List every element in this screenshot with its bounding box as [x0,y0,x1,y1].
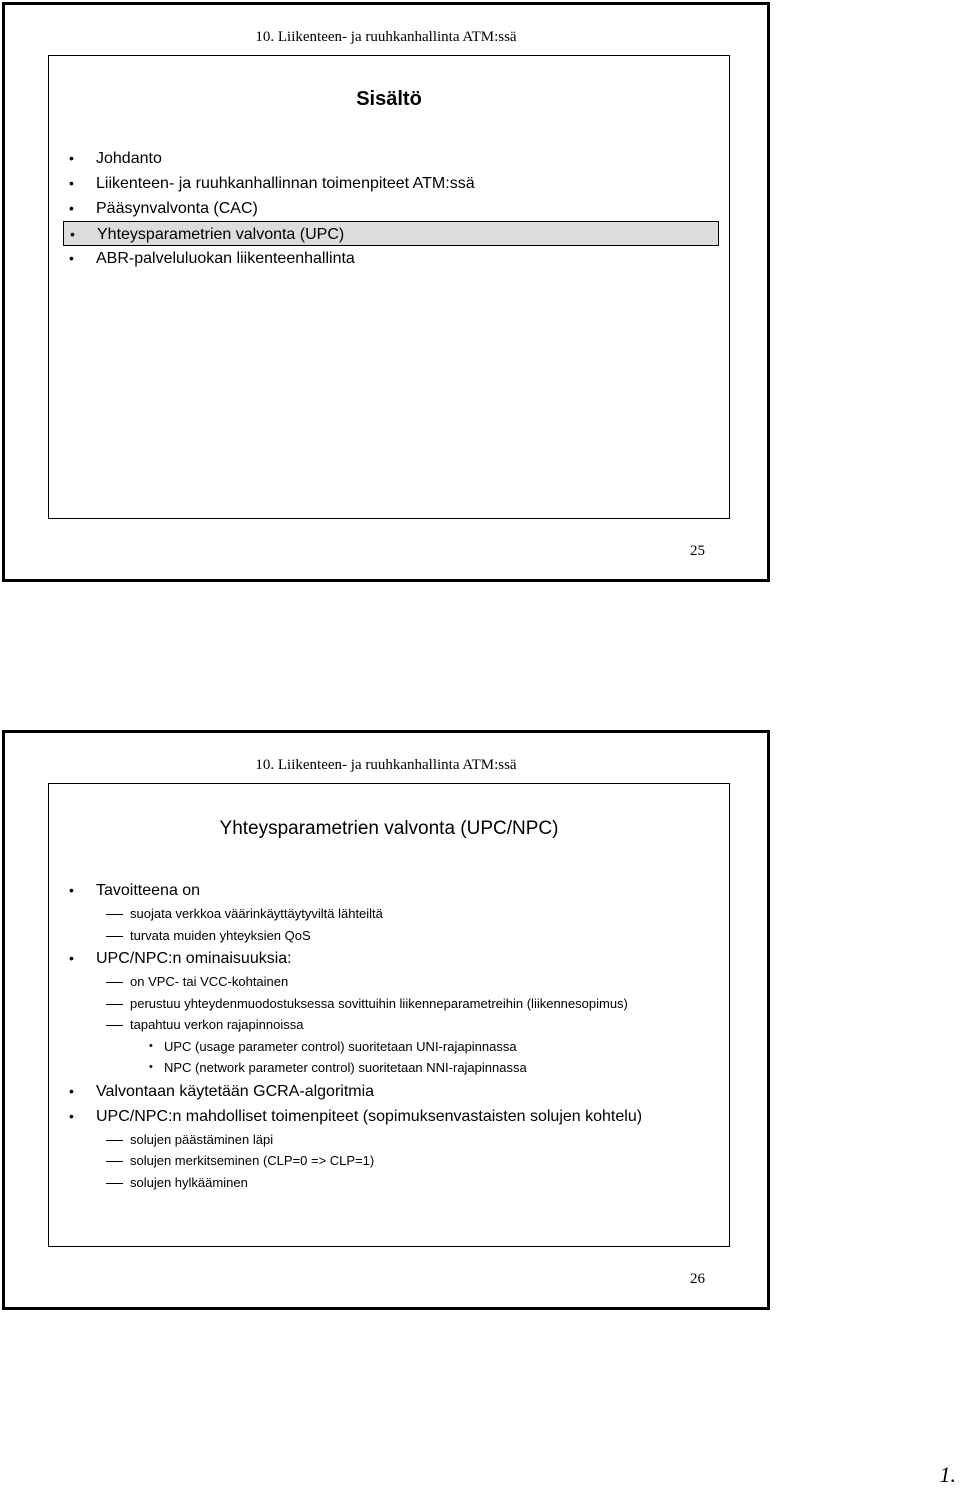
slide-header: 10. Liikenteen- ja ruuhkanhallinta ATM:ssä [255,29,517,45]
bullet-item: • Tavoitteena on [63,878,719,903]
sub-bullet-item: tapahtuu verkon rajapinnoissa [63,1014,719,1036]
toc-item: • Liikenteen- ja ruuhkanhallinnan toimenpiteet ATM:ssä [63,171,719,196]
sub-sub-bullet-item: • UPC (usage parameter control) suoritetaan UNI-rajapinnassa [63,1036,719,1058]
toc-item-current: • Yhteysparametrien valvonta (UPC) [63,221,719,246]
slide-header: 10. Liikenteen- ja ruuhkanhallinta ATM:ssä [255,757,517,773]
slide-content-frame [48,55,730,519]
toc-item: • ABR-palveluluokan liikenteenhallinta [63,246,719,271]
page-number: 26 [690,1271,705,1287]
bullet-item: • UPC/NPC:n mahdolliset toimenpiteet (sopimuksenvastaisten solujen kohtelu) [63,1104,719,1129]
sub-bullet-item: solujen päästäminen läpi [63,1129,719,1151]
sub-bullet-item: on VPC- tai VCC-kohtainen [63,971,719,993]
page-number: 25 [690,543,705,559]
document-page-mark: 1. [939,1462,956,1487]
slide-content-frame [48,783,730,1247]
sub-sub-bullet-item: • NPC (network parameter control) suoritetaan NNI-rajapinnassa [63,1057,719,1079]
slide-title: Yhteysparametrien valvonta (UPC/NPC) [219,818,559,839]
sub-bullet-item: perustuu yhteydenmuodostuksessa sovittuihin liikenneparametreihin (liikennesopimus) [63,993,719,1015]
slide-26 [2,730,770,1310]
sub-bullet-item: turvata muiden yhteyksien QoS [63,925,719,947]
slide-25 [2,2,770,582]
bullet-item: • Valvontaan käytetään GCRA-algoritmia [63,1079,719,1104]
slide-title: Sisältö [356,88,422,110]
sub-bullet-item: solujen merkitseminen (CLP=0 => CLP=1) [63,1150,719,1172]
toc-item: • Pääsynvalvonta (CAC) [63,196,719,221]
toc-item: • Johdanto [63,146,719,171]
slide-body [63,878,719,1193]
table-of-contents [63,146,719,271]
bullet-item: • UPC/NPC:n ominaisuuksia: [63,946,719,971]
sub-bullet-item: suojata verkkoa väärinkäyttäytyviltä lähteiltä [63,903,719,925]
sub-bullet-item: solujen hylkääminen [63,1172,719,1194]
